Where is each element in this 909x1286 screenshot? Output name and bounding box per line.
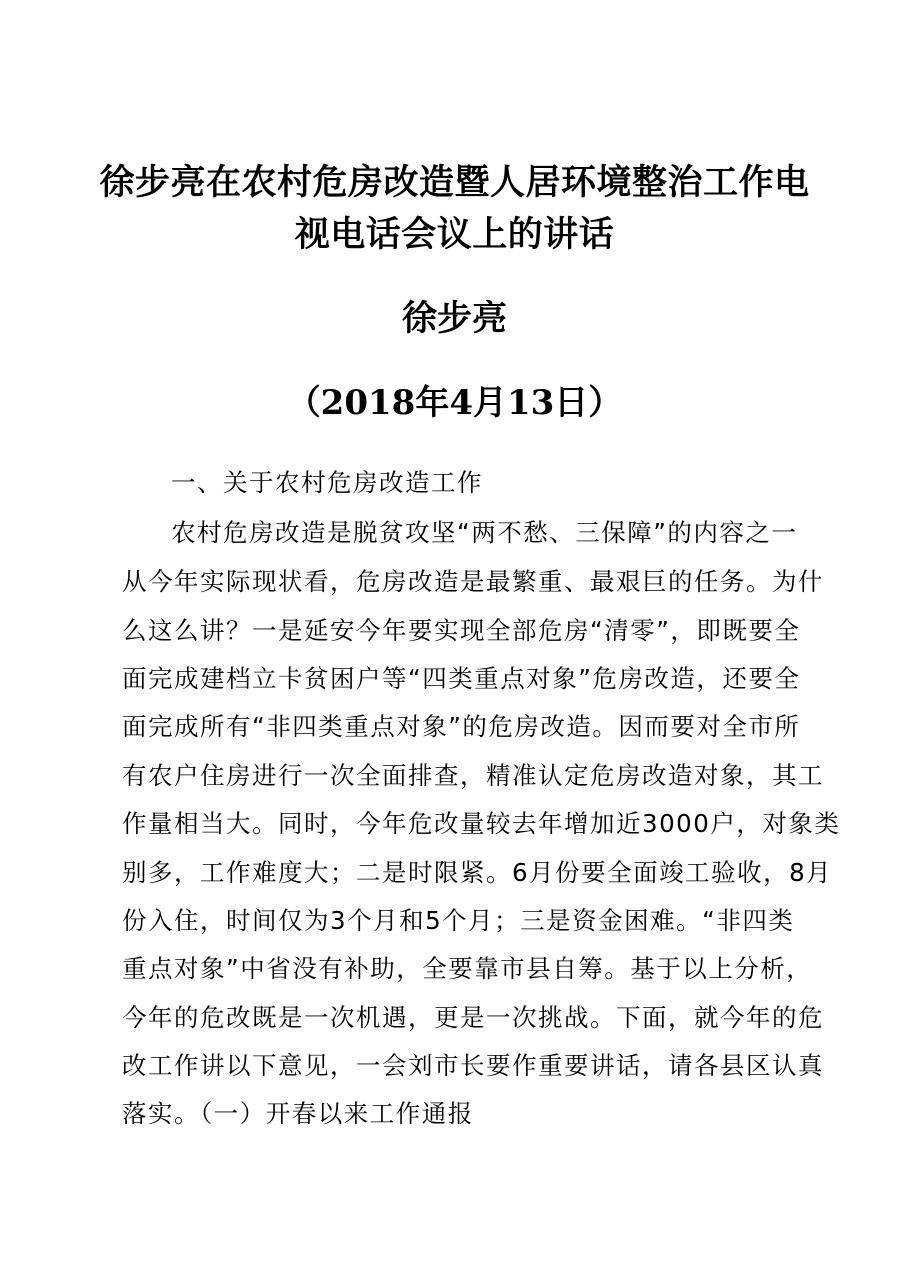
body-line: 从今年实际现状看，危房改造是最繁重、最艰巨的任务。为什 [122,567,824,596]
body-line: 落实。（一）开春以来工作通报 [122,1099,474,1128]
body-line: 农村危房改造是脱贫攻坚“两不愁、三保障”的内容之一 [171,518,798,547]
body-line: 么这么讲？一是延安今年要实现全部危房“清零”，即既要全 [122,616,801,645]
body-line: 面完成建档立卡贫困户等“四类重点对象”危房改造，还要全 [122,664,801,693]
body-line: 今年的危改既是一次机遇，更是一次挑战。下面，就今年的危 [122,1003,824,1032]
body-line: 作量相当大。同时，今年危改量较去年增加近3000户，对象类 [122,809,841,838]
body-line: 别多，工作难度大；二是时限紧。6月份要全面竣工验收，8月 [122,858,833,887]
document-title-line-2: 视电话会议上的讲话 [294,214,615,255]
body-line: 改工作讲以下意见，一会刘市长要作重要讲话，请各县区认真 [122,1051,824,1080]
document-date: （2018年4月13日） [286,383,623,423]
section-heading: 一、关于农村危房改造工作 [171,468,483,497]
body-line: 重点对象”中省没有补助，全要靠市县自筹。基于以上分析， [122,954,813,983]
body-line: 有农户住房进行一次全面排查，精准认定危房改造对象，其工 [122,761,824,790]
body-line: 份入住，时间仅为3个月和5个月；三是资金困难。“非四类 [122,906,795,935]
document-title-line-1: 徐步亮在农村危房改造暨人居环境整治工作电 [99,162,810,203]
body-line: 面完成所有“非四类重点对象”的危房改造。因而要对全市所 [122,712,801,741]
document-author: 徐步亮 [401,298,507,339]
